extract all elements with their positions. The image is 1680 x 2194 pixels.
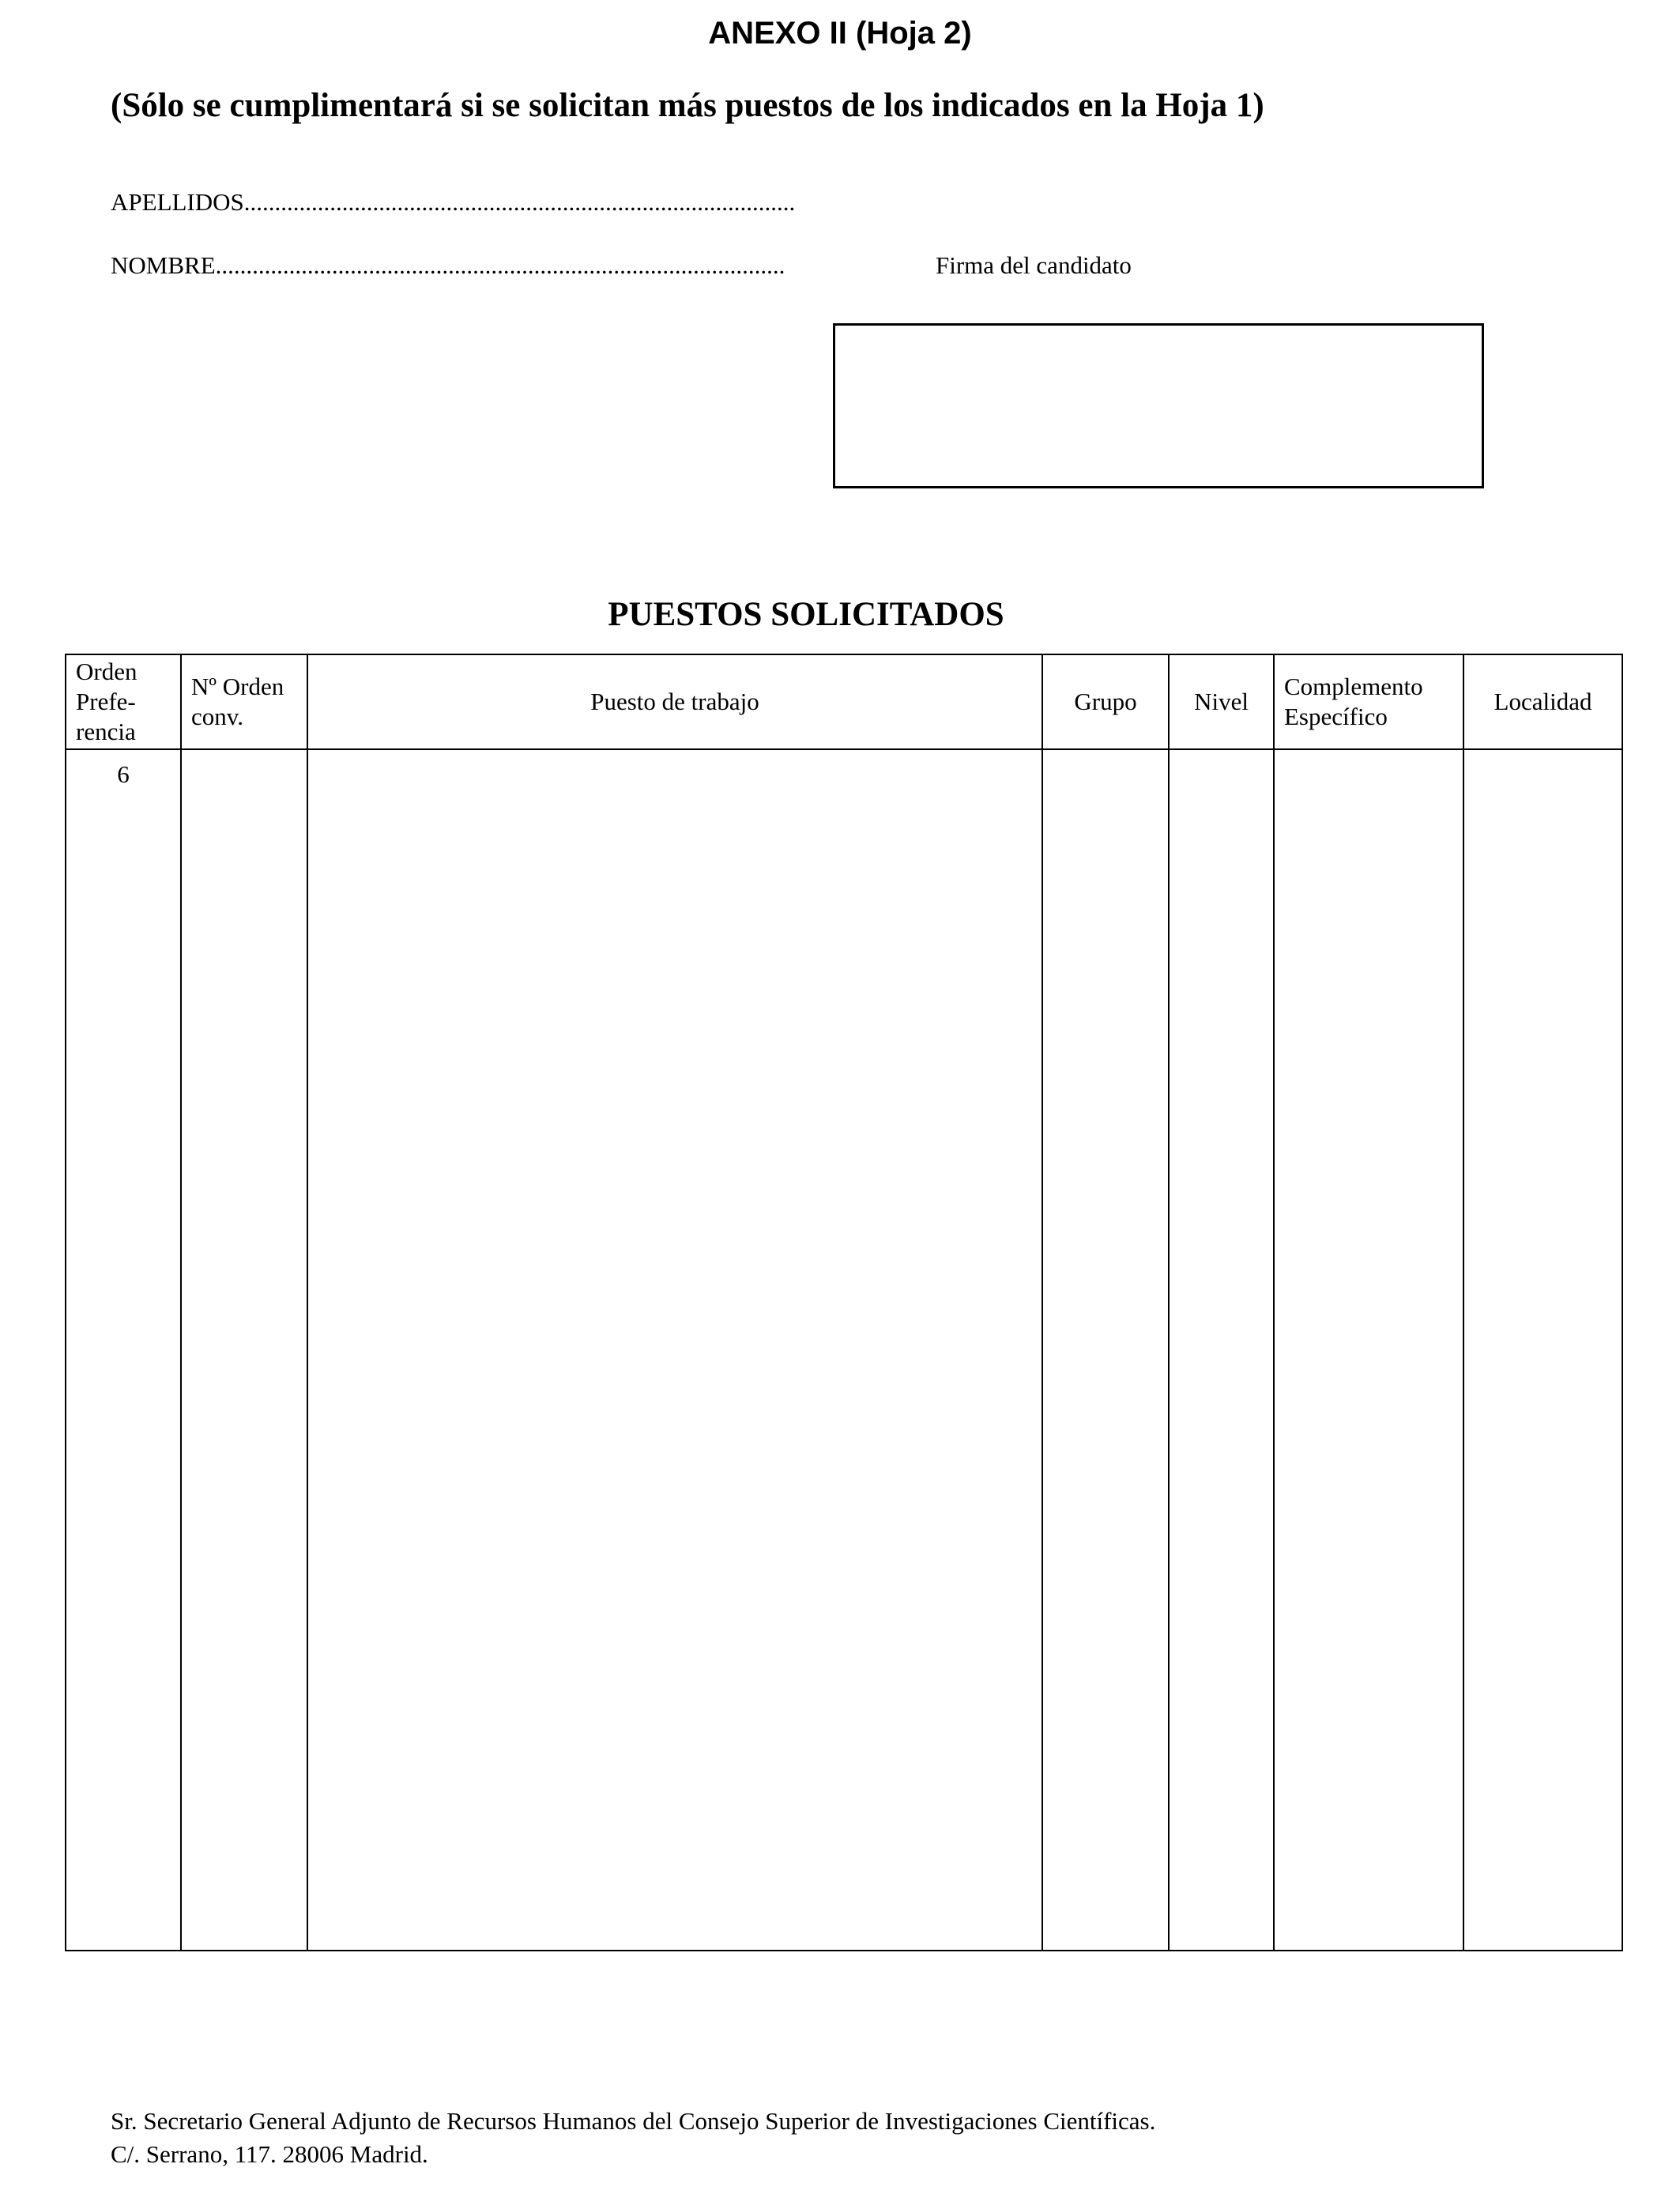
table-row [66,749,1622,1951]
cell-n-orden-conv[interactable] [181,749,307,1951]
footer-address: C/. Serrano, 117. 28006 Madrid. [111,2140,428,2168]
signature-box [833,323,1484,488]
header-line: rencia [76,718,136,745]
header-line: Nº Orden [191,673,284,700]
cell-nivel[interactable] [1169,749,1274,1951]
signature-label: Firma del candidato [936,251,1132,279]
table-body [66,749,1622,1951]
name-field: NOMBRE............................................................................................. [111,251,785,279]
annex-title: ANEXO II (Hoja 2) [708,16,972,51]
annex-subtitle: (Sólo se cumplimentará si se solicitan más puestos de los indicados en la Hoja 1) [111,87,1264,124]
cell-complemento-especifico[interactable] [1274,749,1463,1951]
column-header-grupo [1042,654,1169,749]
header-line: Puesto de trabajo [590,688,759,715]
cell-puesto-trabajo[interactable] [307,749,1042,1951]
header-line: Localidad [1494,688,1592,715]
header-line: Complemento [1284,673,1423,700]
header-line: Orden [76,658,137,685]
surname-field: APELLIDOS.......................................................................................... [111,188,796,216]
cell-grupo[interactable] [1042,749,1169,1951]
header-line: Nivel [1194,688,1249,715]
column-header-localidad [1463,654,1622,749]
header-line: Grupo [1074,688,1137,715]
section-title: PUESTOS SOLICITADOS [608,596,1004,633]
column-header-puesto-trabajo [307,654,1042,749]
column-header-orden-preferencia [66,654,181,749]
column-header-complemento-especifico [1274,654,1463,749]
header-line: Prefe- [76,688,136,715]
header-row [66,654,1622,749]
footer-addressee: Sr. Secretario General Adjunto de Recursos Humanos del Consejo Superior de Investigaciones Científicas. [111,2107,1156,2135]
table-header [66,654,1622,749]
column-header-nivel [1169,654,1274,749]
column-header-n-orden-conv [181,654,307,749]
header-line: conv. [191,703,243,730]
cell-localidad[interactable] [1463,749,1622,1951]
posts-table [65,654,1623,1951]
cell-orden-preferencia[interactable]: 6 [66,749,181,1951]
header-line: Específico [1284,703,1388,730]
